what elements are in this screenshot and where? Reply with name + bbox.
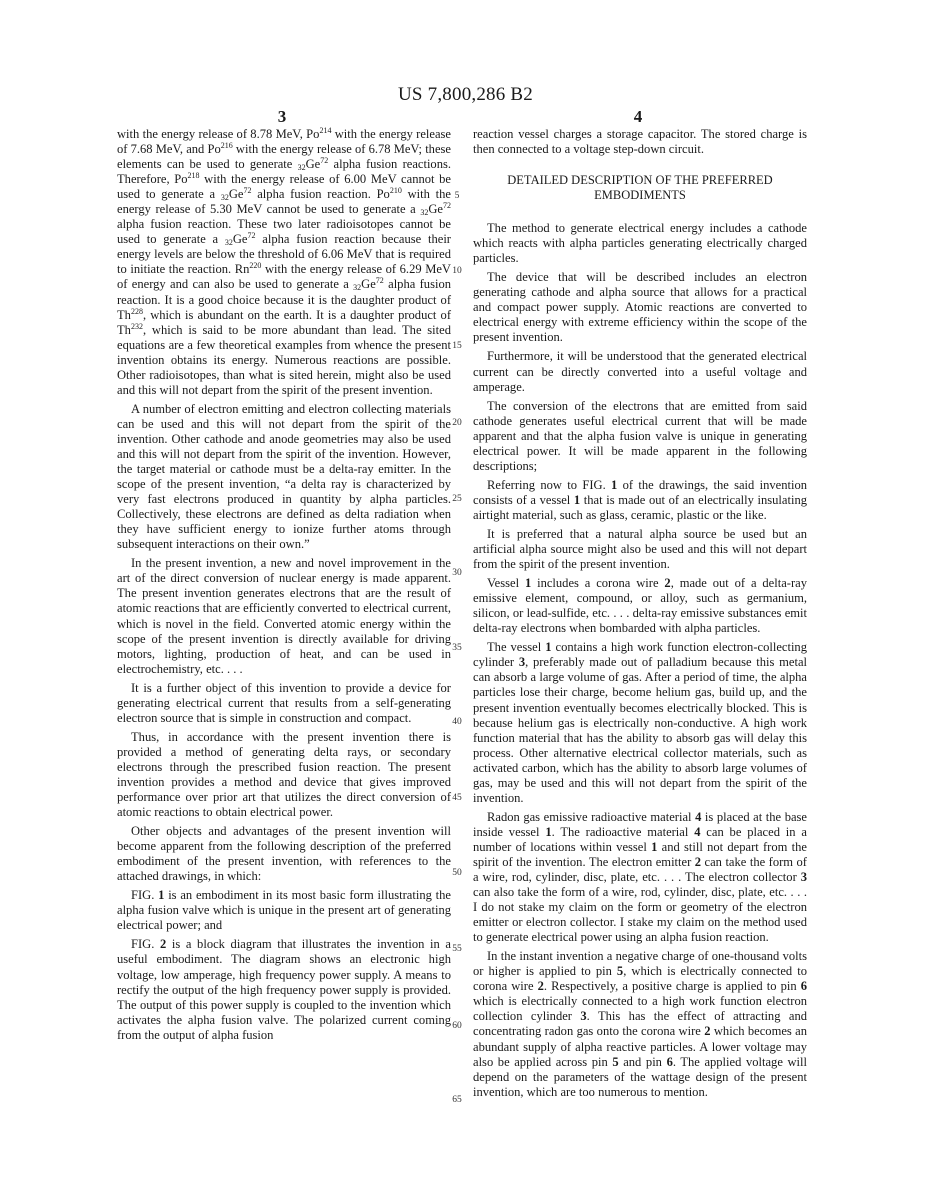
paragraph: It is a further object of this invention to provide a device for generating electrical current that results from a self-generating electron source that is simple in construction and compact.	[117, 680, 451, 725]
line-number: 15	[452, 341, 462, 351]
paragraph: In the present invention, a new and novel improvement in the art of the direct conversion of nuclear energy is made apparent. The present invention generates electrons that are the result of atomic reactions that are efficiently converted to electrical current, which is novel in the field. Converted atomic energy within the scope of the present invention is directly available for driving motors, lighting, production of heat, and can be used in electrochemistry, etc. . . .	[117, 556, 451, 676]
line-number: 25	[452, 494, 462, 504]
paragraph: Radon gas emissive radioactive material 4 is placed at the base inside vessel 1. The radioactive material 4 can be placed in a number of locations within vessel 1 and still not depart from the spirit of the invention. The electron emitter 2 can take the form of a wire, rod, cylinder, disc, plate, etc. . . . The electron collector 3 can also take the form of a wire, rod, cylinder, disc, plate, etc. . . . I do not stake my claim on the form or geometry of the electron emitter or electron collector. I stake my claim on the method used to generate electrical power using an alpha fusion reaction.	[473, 809, 807, 945]
line-number: 30	[452, 568, 462, 578]
line-number: 35	[452, 643, 462, 653]
paragraph: Thus, in accordance with the present invention there is provided a method of generating delta rays, or secondary electrons through the prescribed fusion reaction. The present invention provides a method and device that gives improved performance over prior art that utilizes the direct conversion of atomic reactions to obtain electrical power.	[117, 729, 451, 820]
paragraph: Furthermore, it will be understood that the generated electrical current can be directly converted into a useful voltage and amperage.	[473, 349, 807, 394]
section-heading	[473, 173, 807, 203]
paragraph: Other objects and advantages of the present invention will become apparent from the following description of the preferred embodiment of the present invention, with references to the attached drawings, in which:	[117, 824, 451, 884]
column-number-left: 3	[277, 107, 287, 126]
paragraph: In the instant invention a negative charge of one-thousand volts or higher is applied to pin 5, which is electrically connected to corona wire 2. Respectively, a positive charge is applied to pin 6 which is electrically connected to a high work function electron collection cylinder 3. This has the effect of attracting and concentrating radon gas onto the corona wire 2 which becomes an abundant supply of alpha reactive particles. A lower voltage may also be applied across pin 5 and pin 6. The applied voltage will depend on the parameters of the wattage design of the present invention, which are too numerous to mention.	[473, 949, 808, 1099]
section-heading-line1: DETAILED DESCRIPTION OF THE PREFERRED	[507, 173, 773, 188]
line-number: 20	[452, 418, 462, 428]
line-number: 60	[452, 1021, 462, 1031]
paragraph: Vessel 1 includes a corona wire 2, made out of a delta-ray emissive element, compound, or alloy, such as germanium, silicon, or lead-sulfide, etc. . . . delta-ray emissive substances emit delta-ray electrons when bombarded with alpha particles.	[473, 576, 807, 636]
right-column	[473, 127, 807, 1104]
paragraph: The vessel 1 contains a high work function electron-collecting cylinder 3, preferably made out of palladium because this metal can absorb a large volume of gas. After a period of time, the alpha particles lose their charge, become helium gas, build up, and the present invention eventually becomes electrically blocked. This is because helium gas is electrically non-conductive. A high work function material that has the ability to absorb gas will delay this process. Other alternative electrical collector materials, such as activated carbon, which has the ability to absorb large volumes of gas, may be used and this will not depart from the spirit of the invention.	[473, 640, 808, 805]
patent-number-header: US 7,800,286 B2	[398, 84, 533, 105]
line-number: 40	[452, 717, 462, 727]
column-number-right: 4	[633, 107, 643, 126]
paragraph: It is preferred that a natural alpha source be used but an artificial alpha source might also be used and this will not depart from the spirit of the present invention.	[473, 526, 807, 572]
paragraph: FIG. 1 is an embodiment in its most basic form illustrating the alpha fusion valve which is unique in the present art of generating electrical power; and	[117, 888, 451, 933]
paragraph: with the energy release of 8.78 MeV, Po$^{214}$ with the energy release of 7.68 MeV, and Po$^{216}$ with the energy release of 6.78 MeV; these elements can be used to generate $_{32}Ge^{72}$ alpha fusion reactions. Therefore, Po$^{218}$ with the energy release of 6.00 MeV cannot be used to generate a $_{32}Ge^{72}$ alpha fusion reaction. Po$^{210}$ with the energy release of 5.30 MeV cannot be used to generate a $_{32}Ge^{72}$ alpha fusion reaction. These two later radioisotopes cannot be used to generate a $_{32}Ge^{72}$ alpha fusion reaction because their energy levels are below the threshold of 6.06 MeV that is required to initiate the reaction. Rn$^{220}$ with the energy release of 6.29 MeV of energy and can also be used to generate a $_{32}Ge^{72}$ alpha fusion reaction. It is a good choice because it is the daughter product of Th$^{228}$, which is abundant on the earth. It is a daughter product of Th$^{232}$, which is said to be more abundant than lead. The sited equations are a few theoretical examples from whence the present invention obtains its energy. Numerous reactions are possible. Other radioisotopes, than what is sited herein, might also be used and this will not depart from the spirit of the present invention.	[117, 126, 451, 397]
paragraph: The method to generate electrical energy includes a cathode which reacts with alpha particles generating electrically charged particles.	[473, 221, 807, 266]
left-column	[117, 127, 451, 1047]
paragraph: The conversion of the electrons that are emitted from said cathode generates useful electrical current that will be made apparent and that the alpha fusion valve is unique in generating electrical power. It will be made apparent in the following descriptions;	[473, 398, 807, 473]
line-number: 65	[452, 1095, 462, 1105]
section-heading-line2: EMBODIMENTS	[594, 188, 686, 203]
line-number: 45	[452, 793, 462, 803]
paragraph: Referring now to FIG. 1 of the drawings, the said invention consists of a vessel 1 that is made out of an electrically insulating airtight material, such as glass, ceramic, plastic or the like.	[473, 477, 808, 522]
paragraph: FIG. 2 is a block diagram that illustrates the invention in a useful embodiment. The diagram shows an electronic high voltage, low amperage, high frequency power supply. A means to rectify the output of the high frequency power supply is provided. The output of this power supply is coupled to the invention which activates the alpha fusion valve. The polarized current coming from the output of alpha fusion	[117, 937, 452, 1042]
line-number: 55	[452, 944, 462, 954]
paragraph: reaction vessel charges a storage capacitor. The stored charge is then connected to a voltage step-down circuit.	[473, 127, 807, 157]
line-number: 10	[452, 266, 462, 276]
line-number: 50	[452, 868, 462, 878]
paragraph: The device that will be described includes an electron generating cathode and alpha source that allows for a practical and compact power supply. Atomic reactions are converted to electrical energy with extreme efficiency within the scope of the present invention.	[473, 270, 807, 345]
paragraph: A number of electron emitting and electron collecting materials can be used and this will not depart from the spirit of the invention. Other cathode and anode geometries may also be used and this will not depart from the spirit of the invention. However, the target material or cathode must be a delta-ray emitter. In the scope of the present invention, “a delta ray is characterized by very fast electrons produced in quantity by alpha particles. Collectively, these electrons are defined as delta radiation when they have sufficient energy to ionize further atoms through subsequent interactions on their own.”	[117, 401, 451, 552]
line-number: 5	[454, 191, 460, 201]
